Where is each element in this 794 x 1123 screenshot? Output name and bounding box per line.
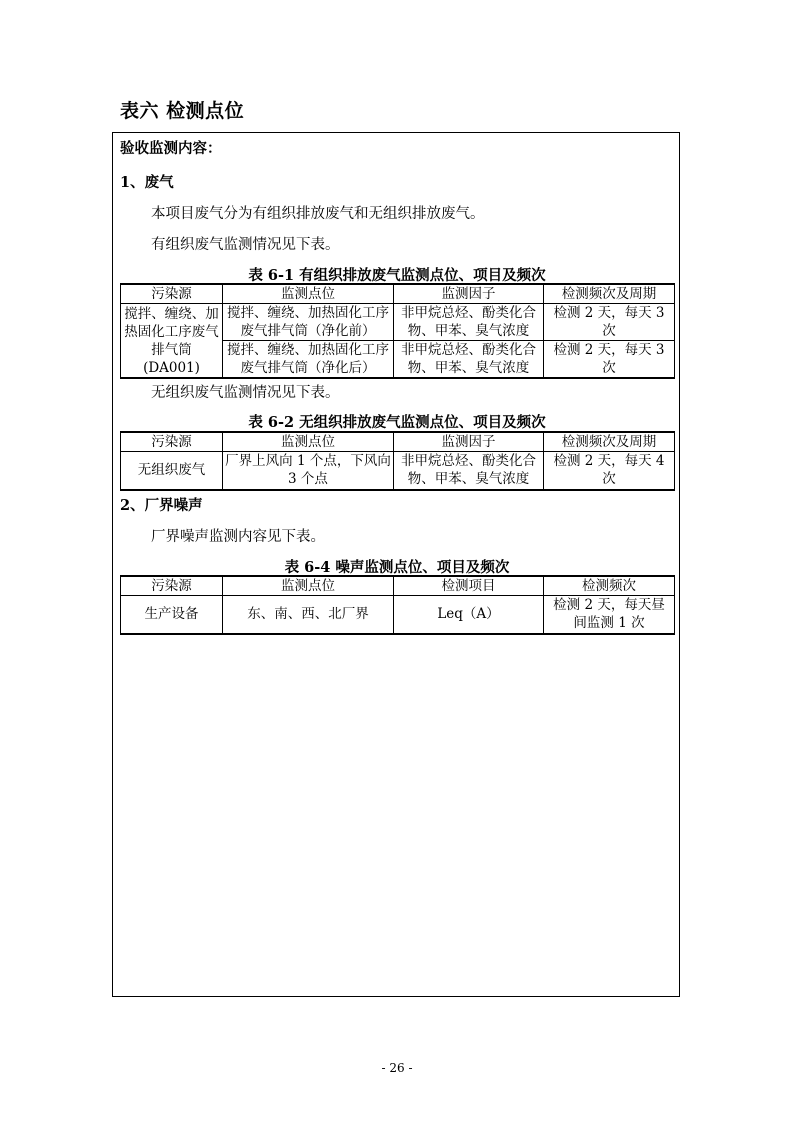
point-cell (223, 452, 394, 490)
table-6-4 (120, 575, 675, 635)
organized-intro: 有组织废气监测情况见下表。 (151, 237, 340, 253)
cell-line: 间监测 1 次 (573, 615, 645, 632)
freq-cell: 检测 2 天，每天 3 次 (544, 304, 675, 341)
table-6-1-caption: 表 6-1 有组织排放废气监测点位、项目及频次 (248, 267, 546, 284)
section-heading: 验收监测内容： (120, 140, 222, 157)
source-cell: 无组织废气 (121, 452, 223, 490)
table-header-row (121, 432, 675, 452)
header-cell: 污染源 (121, 432, 223, 452)
cell-line: 非甲烷总烃、酚类化合 (401, 342, 536, 358)
cell-line: 厂界上风向 1 个点，下风向 (225, 453, 391, 470)
source-line: 搅拌、缠绕、加 (124, 305, 219, 322)
header-cell: 监测点位 (223, 284, 394, 304)
cell-line: 搅拌、缠绕、加热固化工序 (227, 342, 389, 358)
table-row (121, 452, 675, 490)
point-cell (223, 341, 394, 379)
cell-line: 3 个点 (288, 471, 328, 488)
cell-line: 废气排气筒（净化前） (240, 323, 376, 339)
table-row (121, 596, 675, 634)
page-number: - 26 - (381, 1061, 413, 1075)
factor-cell (394, 304, 544, 341)
cell-line: 非甲烷总烃、酚类化合 (401, 305, 536, 321)
unorganized-intro: 无组织废气监测情况见下表。 (151, 385, 340, 401)
noise-intro: 厂界噪声监测内容见下表。 (151, 529, 325, 545)
header-cell: 检测频次 (544, 576, 675, 596)
header-cell: 检测频次及周期 (544, 432, 675, 452)
cell-line: 物、甲苯、臭气浓度 (407, 360, 530, 376)
table-6-2-caption: 表 6-2 无组织排放废气监测点位、项目及频次 (248, 414, 546, 431)
point-cell (223, 304, 394, 341)
cell-line: 物、甲苯、臭气浓度 (407, 471, 530, 488)
cell-line: 废气排气筒（净化后） (240, 360, 376, 376)
table-row (121, 304, 675, 341)
source-line: 排气筒(DA001) (143, 341, 200, 376)
header-cell: 监测因子 (394, 432, 544, 452)
table-6-2 (120, 431, 675, 491)
source-cell: 生产设备 (121, 596, 223, 634)
freq-cell: 检测 2 天，每天 3 次 (544, 341, 675, 379)
cell-line: 物、甲苯、臭气浓度 (407, 323, 530, 339)
header-cell: 监测点位 (223, 432, 394, 452)
source-line: 热固化工序废气 (124, 323, 219, 340)
header-cell: 监测点位 (223, 576, 394, 596)
factor-cell (394, 452, 544, 490)
cell-line: 检测 2 天，每天昼 (553, 597, 665, 614)
waste-gas-heading: 1、废气 (120, 174, 174, 191)
waste-gas-intro: 本项目废气分为有组织排放废气和无组织排放废气。 (151, 206, 485, 222)
header-cell: 污染源 (121, 576, 223, 596)
noise-heading: 2、厂界噪声 (120, 497, 203, 514)
header-cell: 检测频次及周期 (544, 284, 675, 304)
table-header-row (121, 284, 675, 304)
table-6-1 (120, 283, 675, 379)
freq-cell (544, 596, 675, 634)
table-6-4-caption: 表 6-4 噪声监测点位、项目及频次 (284, 559, 510, 576)
item-cell: Leq（A） (394, 596, 544, 634)
table-header-row (121, 576, 675, 596)
header-cell: 污染源 (121, 284, 223, 304)
source-cell (121, 304, 223, 379)
header-cell: 检测项目 (394, 576, 544, 596)
freq-cell: 检测 2 天，每天 4 次 (544, 452, 675, 490)
cell-line: 搅拌、缠绕、加热固化工序 (227, 305, 389, 321)
point-cell: 东、南、西、北厂界 (223, 596, 394, 634)
header-cell: 监测因子 (394, 284, 544, 304)
factor-cell (394, 341, 544, 379)
cell-line: 非甲烷总烃、酚类化合 (401, 453, 536, 470)
page-title: 表六 检测点位 (120, 100, 245, 122)
